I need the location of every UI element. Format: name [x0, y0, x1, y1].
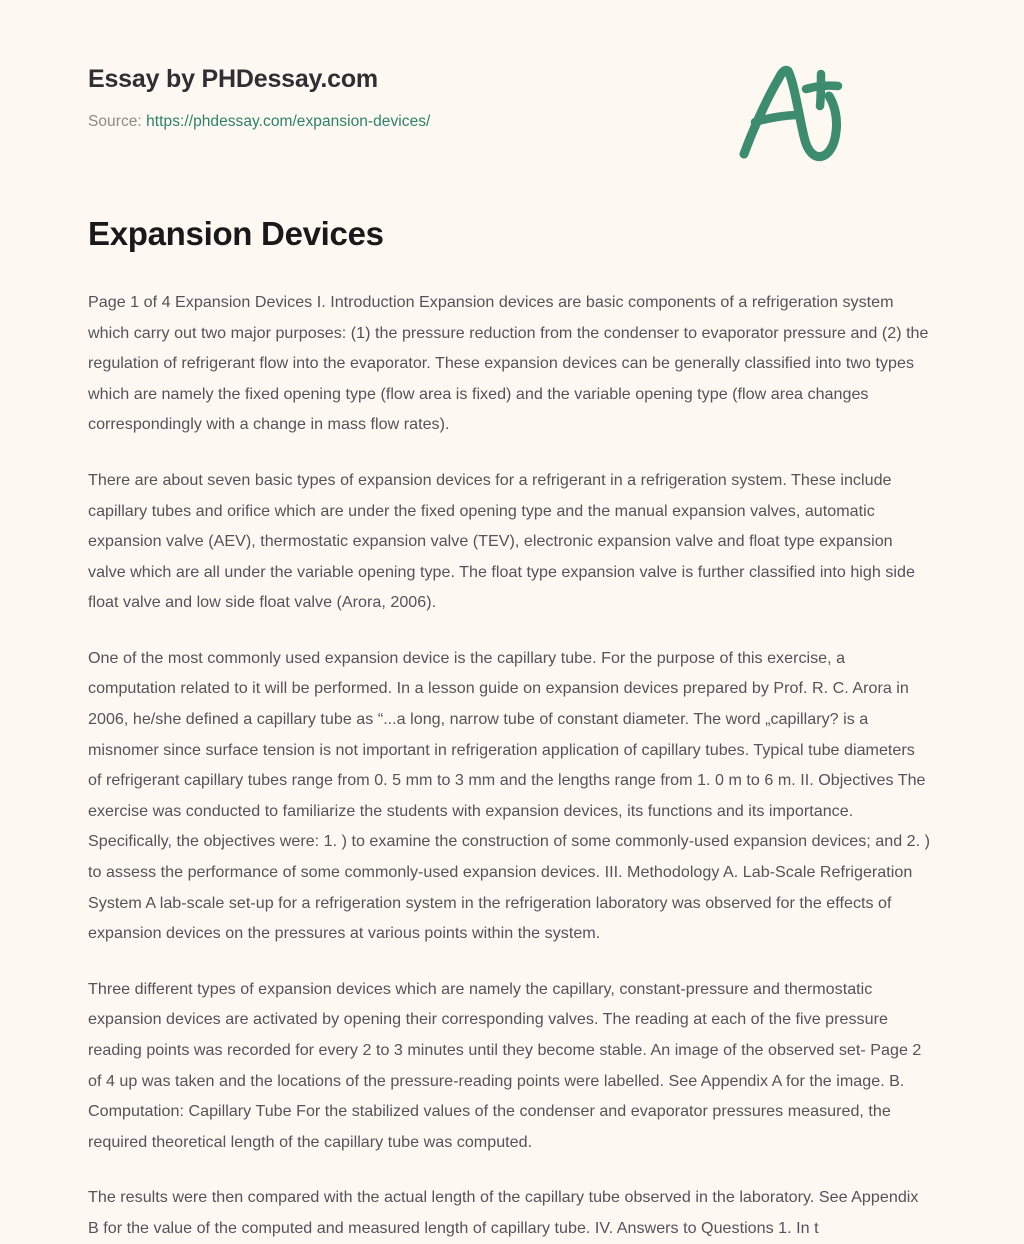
- brand-title: Essay by PHDessay.com: [88, 65, 378, 93]
- paragraph: One of the most commonly used expansion device is the capillary tube. For the purpose of this exercise, a computation related to it will be performed. In a lesson guide on expansion devices prepared by Prof. R. C. Arora in 2006, he/she defined a capillary tube as “...a long, narrow tube of constant diameter. The word „capillary? is a misnomer since surface tension is not important in refrigeration application of capillary tubes. Typical tube diameters of refrigerant capillary tubes range from 0. 5 mm to 3 mm and the lengths range from 1. 0 m to 6 m. II. Objectives The exercise was conducted to familiarize the students with expansion devices, its functions and its importance. Specifically, the objectives were: 1. ) to examine the construction of some commonly-used expansion devices; and 2. ) to assess the performance of some commonly-used expansion devices. III. Methodology A. Lab-Scale Refrigeration System A lab-scale set-up for a refrigeration system in the refrigeration laboratory was observed for the effects of expansion devices on the pressures at various points within the system.: [88, 648, 931, 943]
- paragraph: There are about seven basic types of expansion devices for a refrigerant in a refrigeration system. These include capillary tubes and orifice which are under the fixed opening type and the manual expansion valves, automatic expansion valve (AEV), thermostatic expansion valve (TEV), electronic expansion valve and float type expansion valve which are all under the variable opening type. The float type expansion valve is further classified into high side float valve and low side float valve (Arora, 2006).: [88, 470, 915, 612]
- page-header: [88, 0, 936, 128]
- paragraph: Three different types of expansion devices which are namely the capillary, constant-pressure and thermostatic expansion devices are activated by opening their corresponding valves. The reading at each of the five pressure reading points was recorded for every 2 to 3 minutes until they become stable. An image of the observed set- Page 2 of 4 up was taken and the locations of the pressure-reading points were labelled. See Appendix A for the image. B. Computation: Capillary Tube For the stabilized values of the condenser and evaporator pressures measured, the required theoretical length of the capillary tube was computed.: [88, 979, 922, 1151]
- source-label: Source:: [88, 112, 142, 130]
- paragraph: Page 1 of 4 Expansion Devices I. Introduction Expansion devices are basic components of a refrigeration system which carry out two major purposes: (1) the pressure reduction from the condenser to evaporator pressure and (2) the regulation of refrigerant flow into the evaporator. These expansion devices can be generally classified into two types which are namely the fixed opening type (flow area is fixed) and the variable opening type (flow area changes correspondingly with a change in mass flow rates).: [88, 292, 929, 434]
- source-url-link[interactable]: https://phdessay.com/expansion-devices/: [146, 112, 431, 130]
- essay-body: [88, 253, 932, 1244]
- page-title: Expansion Devices: [88, 215, 384, 252]
- source-line: [88, 113, 936, 132]
- paragraph: The results were then compared with the actual length of the capillary tube observed in the laboratory. See Appendix B for the value of the computed and measured length of capillary tube. IV. Answers to Questions 1. In t: [88, 1188, 919, 1237]
